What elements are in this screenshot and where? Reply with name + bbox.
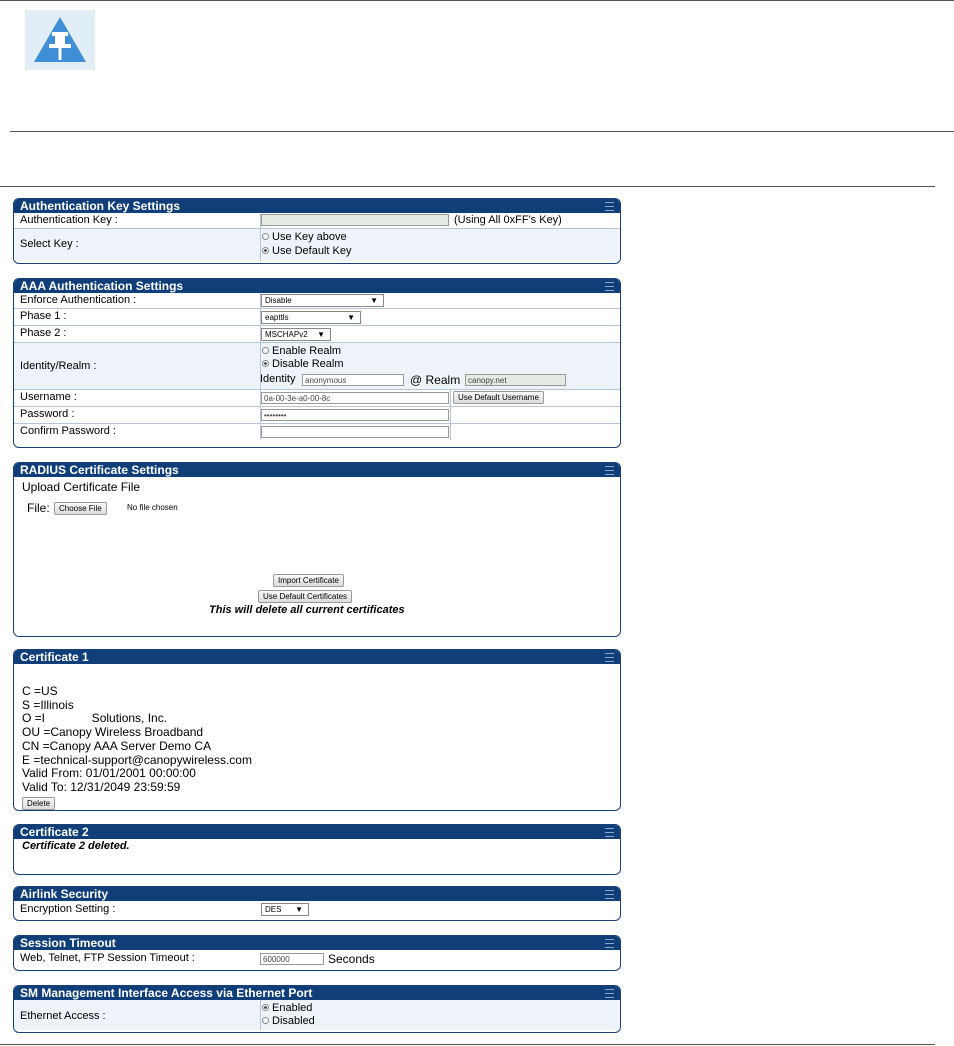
username-input[interactable]: 0a-00-3e-a0-00-8c bbox=[261, 392, 449, 404]
cert-line: S =Illinois bbox=[22, 697, 74, 712]
seconds-label: Seconds bbox=[328, 952, 375, 966]
cert-line: OU =Canopy Wireless Broadband bbox=[22, 725, 204, 740]
password-input[interactable]: •••••••• bbox=[261, 409, 449, 421]
divider bbox=[0, 186, 935, 187]
phase1-row bbox=[14, 309, 620, 326]
chevron-down-icon: ▼ bbox=[295, 905, 303, 914]
divider bbox=[0, 0, 954, 1]
realm-label: @ Realm bbox=[410, 373, 461, 387]
phase1-select[interactable]: eapttls ▼ bbox=[261, 311, 361, 324]
upload-label: Upload Certificate File bbox=[22, 480, 141, 494]
choose-file-button[interactable]: Choose File bbox=[54, 502, 107, 515]
ethernet-access-row bbox=[14, 1000, 620, 1030]
aaa-panel bbox=[13, 278, 621, 448]
airlink-panel bbox=[13, 886, 621, 921]
phase2-row bbox=[14, 326, 620, 343]
delete-button[interactable]: Delete bbox=[22, 797, 55, 810]
use-default-certificates-button[interactable]: Use Default Certificates bbox=[258, 590, 352, 603]
divider bbox=[0, 1044, 935, 1045]
warning-text: This will delete all current certificates bbox=[209, 604, 405, 616]
phase2-label: Phase 2 : bbox=[20, 327, 67, 339]
panel-header bbox=[14, 887, 620, 901]
panel-title: Authentication Key Settings bbox=[20, 199, 181, 213]
chevron-down-icon: ▼ bbox=[370, 296, 378, 305]
collapse-icon[interactable] bbox=[605, 282, 614, 291]
panel-title: SM Management Interface Access via Ethernet Port bbox=[20, 986, 313, 1000]
divider bbox=[10, 131, 954, 132]
certificate-details bbox=[22, 685, 252, 795]
phase2-select[interactable]: MSCHAPv2 ▼ bbox=[261, 328, 331, 341]
auth-key-note: (Using All 0xFF's Key) bbox=[454, 214, 562, 226]
certificate-1-panel bbox=[13, 649, 621, 811]
password-label: Password : bbox=[20, 408, 75, 420]
phase1-label: Phase 1 : bbox=[20, 310, 67, 322]
encryption-label: Encryption Setting : bbox=[20, 903, 116, 915]
panel-header bbox=[14, 825, 620, 839]
encryption-row bbox=[14, 901, 620, 917]
certificate-2-panel bbox=[13, 824, 621, 875]
cert-line: E =technical-support@canopywireless.com bbox=[22, 752, 252, 767]
username-row bbox=[14, 390, 620, 407]
collapse-icon[interactable] bbox=[605, 653, 614, 662]
file-label: File: bbox=[27, 501, 50, 515]
cert-line: Valid To: 12/31/2049 23:59:59 bbox=[22, 779, 181, 794]
panel-header bbox=[14, 650, 620, 664]
panel-title: Certificate 2 bbox=[20, 825, 89, 839]
use-default-key-radio[interactable]: Use Default Key bbox=[262, 245, 351, 257]
username-label: Username : bbox=[20, 391, 77, 403]
identity-input[interactable]: anonymous bbox=[302, 374, 404, 386]
panel-header bbox=[14, 986, 620, 1000]
disabled-radio[interactable]: Disabled bbox=[262, 1015, 315, 1027]
radio-icon bbox=[262, 347, 269, 354]
radio-icon bbox=[262, 1004, 269, 1011]
radio-icon bbox=[262, 233, 269, 240]
session-timeout-row bbox=[14, 950, 620, 966]
identity-realm-row bbox=[14, 343, 620, 390]
enabled-radio[interactable]: Enabled bbox=[262, 1002, 312, 1014]
auth-key-row bbox=[14, 213, 620, 229]
identity-label: Identity bbox=[260, 373, 296, 385]
confirm-password-input[interactable] bbox=[261, 426, 449, 438]
identity-realm-label: Identity/Realm : bbox=[20, 360, 97, 372]
cert-line: CN =Canopy AAA Server Demo CA bbox=[22, 738, 212, 753]
collapse-icon[interactable] bbox=[605, 939, 614, 948]
no-file-text: No file chosen bbox=[127, 503, 178, 512]
panel-header bbox=[14, 463, 620, 477]
panel-header bbox=[14, 279, 620, 293]
radio-icon bbox=[262, 360, 269, 367]
session-timeout-label: Web, Telnet, FTP Session Timeout : bbox=[20, 952, 195, 964]
use-key-above-radio[interactable]: Use Key above bbox=[262, 231, 347, 243]
realm-input[interactable]: canopy.net bbox=[465, 374, 566, 386]
panel-title: Airlink Security bbox=[20, 887, 109, 901]
ethernet-access-label: Ethernet Access : bbox=[20, 1010, 106, 1022]
confirm-password-row bbox=[14, 424, 620, 440]
enforce-label: Enforce Authentication : bbox=[20, 294, 137, 306]
cert-line: C =US bbox=[22, 684, 58, 698]
panel-title: Certificate 1 bbox=[20, 650, 89, 664]
auth-key-panel bbox=[13, 198, 621, 264]
panel-title: AAA Authentication Settings bbox=[20, 279, 184, 293]
password-row bbox=[14, 407, 620, 424]
panel-title: Session Timeout bbox=[20, 936, 116, 950]
session-timeout-panel bbox=[13, 935, 621, 971]
panel-header bbox=[14, 199, 620, 213]
radio-icon bbox=[262, 247, 269, 254]
select-key-row bbox=[14, 229, 620, 261]
enable-realm-radio[interactable]: Enable Realm bbox=[262, 345, 341, 357]
collapse-icon[interactable] bbox=[605, 202, 614, 211]
collapse-icon[interactable] bbox=[605, 890, 614, 899]
auth-key-label: Authentication Key : bbox=[20, 214, 118, 226]
select-key-label: Select Key : bbox=[20, 238, 79, 250]
deleted-message: Certificate 2 deleted. bbox=[22, 840, 130, 852]
chevron-down-icon: ▼ bbox=[317, 330, 325, 339]
disable-realm-radio[interactable]: Disable Realm bbox=[262, 358, 344, 370]
enforce-row bbox=[14, 293, 620, 309]
panel-header bbox=[14, 936, 620, 950]
collapse-icon[interactable] bbox=[605, 466, 614, 475]
chevron-down-icon: ▼ bbox=[347, 313, 355, 322]
collapse-icon[interactable] bbox=[605, 989, 614, 998]
auth-key-input[interactable] bbox=[261, 214, 449, 226]
cert-line: Valid From: 01/01/2001 00:00:00 bbox=[22, 766, 196, 781]
enforce-select[interactable]: Disable ▼ bbox=[261, 294, 384, 307]
collapse-icon[interactable] bbox=[605, 828, 614, 837]
encryption-select[interactable]: DES ▼ bbox=[261, 903, 309, 916]
confirm-password-label: Confirm Password : bbox=[20, 425, 116, 437]
session-timeout-input[interactable]: 600000 bbox=[260, 953, 324, 965]
cert-line: O =I Solutions, Inc. bbox=[22, 711, 168, 726]
panel-title: RADIUS Certificate Settings bbox=[20, 463, 179, 477]
radius-panel bbox=[13, 462, 621, 637]
note-icon bbox=[25, 10, 95, 70]
use-default-username-button[interactable]: Use Default Username bbox=[453, 391, 544, 404]
ethernet-access-panel bbox=[13, 985, 621, 1033]
radio-icon bbox=[262, 1017, 269, 1024]
import-certificate-button[interactable]: Import Certificate bbox=[273, 574, 344, 587]
